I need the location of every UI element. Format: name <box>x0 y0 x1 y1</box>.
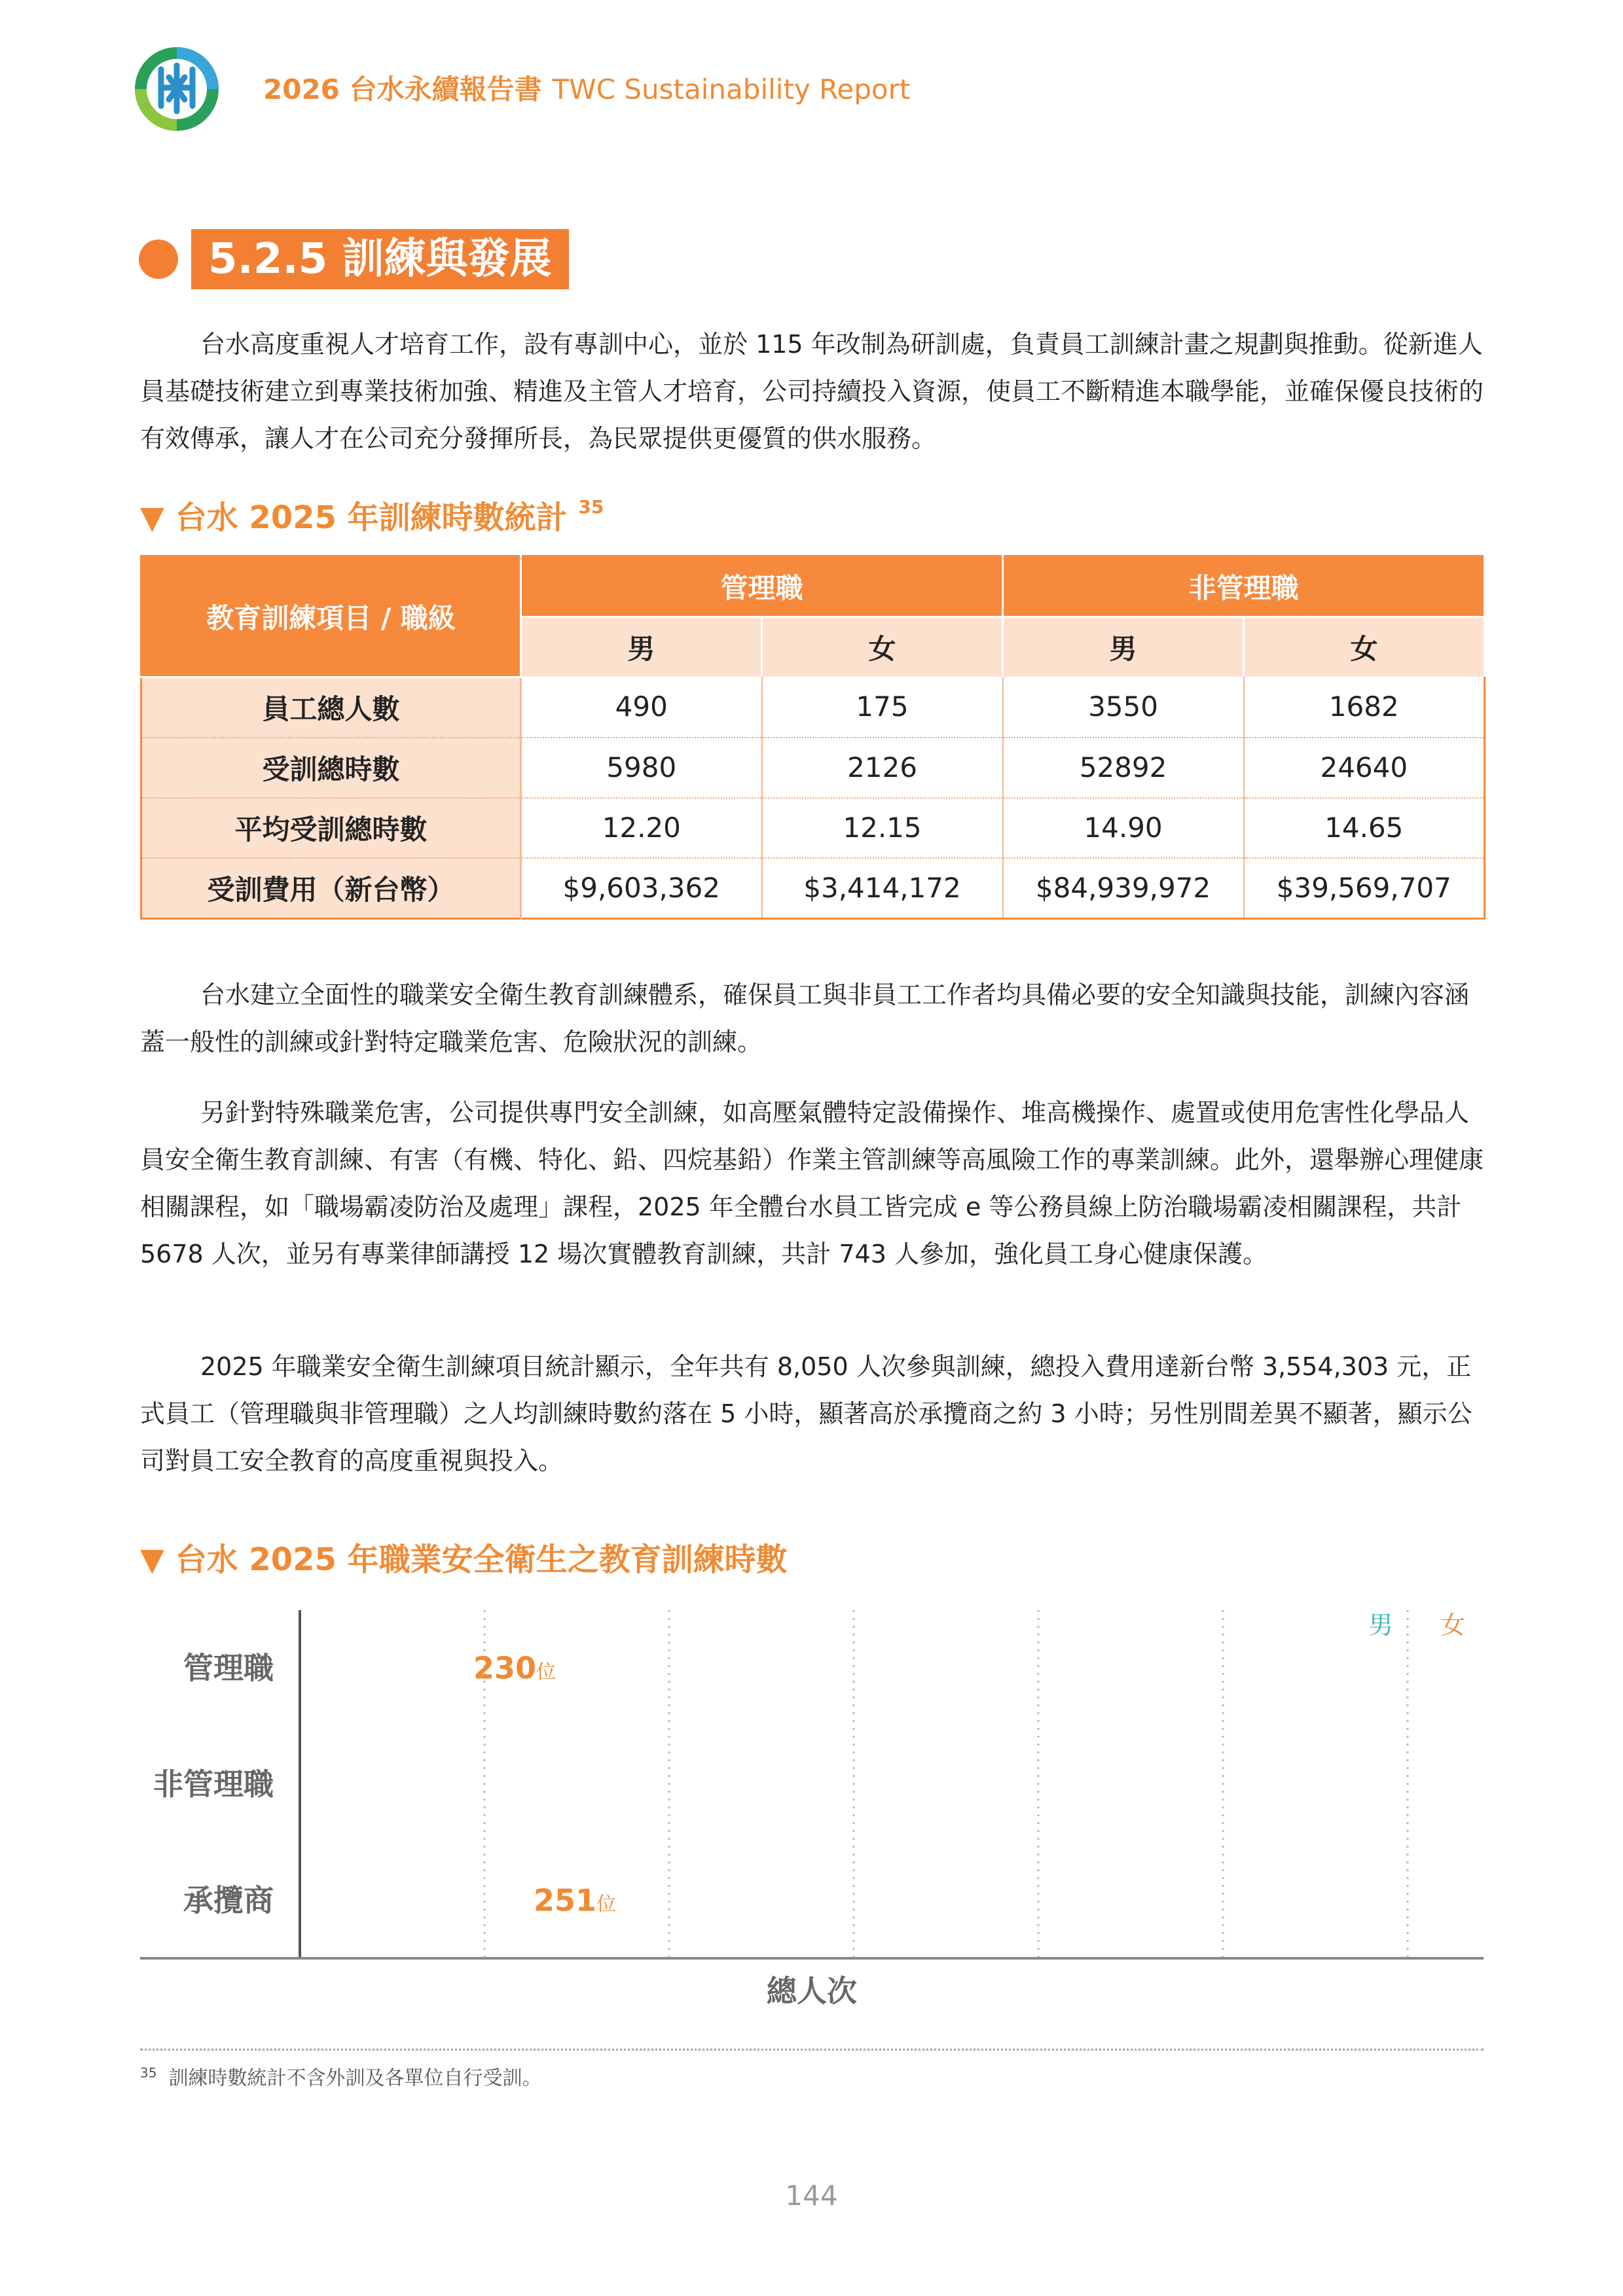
legend-item: 女 <box>1440 1611 1466 1640</box>
table-cell: 1682 <box>1244 677 1485 738</box>
group-header: 管理職 <box>521 556 1003 617</box>
table-cell: 2126 <box>762 738 1003 798</box>
table-cell: 3550 <box>1003 677 1244 738</box>
table-row <box>141 738 1485 798</box>
legend-item: 男 <box>1368 1611 1394 1640</box>
table-cell: 52892 <box>1003 738 1244 798</box>
table-cell: 490 <box>521 677 762 738</box>
chart-gridlines <box>484 1610 1408 1958</box>
table-heading-text: ▼ 台水 2025 年訓練時數統計 <box>140 499 568 536</box>
safety-training-chart <box>140 1597 1484 2009</box>
row-label: 受訓總時數 <box>141 738 521 798</box>
footnote-number: 35 <box>140 2065 157 2081</box>
table-cell: 5980 <box>521 738 762 798</box>
table-cell: 175 <box>762 677 1003 738</box>
footnote <box>140 2062 541 2090</box>
row-label: 員工總人數 <box>141 677 521 738</box>
safety-paragraph-3: 2025 年職業安全衛生訓練項目統計顯示，全年共有 8,050 人次參與訓練，總投入費用達新台幣 3,554,303 元，正式員工（管理職與非管理職）之人均訓練時數約落在 5 小時，顯著高於承攬商之約 3 小時；另性別間差異不顯著，顯示公司對員工安全教育的高度重視與投入。 <box>140 1352 1472 1475</box>
table-cell: 12.20 <box>521 798 762 858</box>
table-cell: 14.65 <box>1244 798 1485 858</box>
data-label: 230位 <box>473 1650 556 1686</box>
training-hours-table <box>140 555 1486 920</box>
row-label: 受訓費用（新台幣） <box>141 858 521 919</box>
footnote-text: 訓練時數統計不含外訓及各單位自行受訓。 <box>168 2067 542 2090</box>
section-bullet-icon <box>139 240 178 279</box>
group-header: 非管理職 <box>1003 556 1485 617</box>
table-cell: 12.15 <box>762 798 1003 858</box>
data-label: 251位 <box>534 1882 617 1918</box>
safety-paragraph-1: 台水建立全面性的職業安全衛生教育訓練體系，確保員工與非員工工作者均具備必要的安全知識與技能，訓練內容涵蓋一般性的訓練或針對特定職業危害、危險狀況的訓練。 <box>140 980 1470 1056</box>
footnote-ref: 35 <box>578 496 604 518</box>
section-title: 5.2.5 訓練與發展 <box>191 229 569 289</box>
gender-header: 男 <box>521 617 762 677</box>
table-cell: 14.90 <box>1003 798 1244 858</box>
report-header <box>263 68 910 107</box>
twc-logo <box>131 43 223 135</box>
gender-header: 男 <box>1003 617 1244 677</box>
footnote-divider <box>140 2049 1484 2051</box>
gender-header: 女 <box>1244 617 1485 677</box>
table-row <box>141 798 1485 858</box>
header-title-zh: 2026 台水永續報告書 <box>263 73 542 105</box>
header-title-en: TWC Sustainability Report <box>552 73 911 105</box>
table-cell: $39,569,707 <box>1244 858 1485 919</box>
table-corner-label: 教育訓練項目 / 職級 <box>141 556 521 677</box>
table-cell: 24640 <box>1244 738 1485 798</box>
table-row <box>141 677 1485 738</box>
row-label: 平均受訓總時數 <box>141 798 521 858</box>
category-label: 非管理職 <box>153 1767 274 1802</box>
x-axis-label: 總人次 <box>767 1973 857 2009</box>
category-label: 承攬商 <box>183 1882 274 1918</box>
gender-header: 女 <box>762 617 1003 677</box>
chart-heading: ▼ 台水 2025 年職業安全衛生之教育訓練時數 <box>140 1541 788 1578</box>
category-label: 管理職 <box>183 1650 274 1686</box>
safety-paragraph-2: 另針對特殊職業危害，公司提供專門安全訓練，如高壓氣體特定設備操作、堆高機操作、處置或使用危害性化學品人員安全衛生教育訓練、有害（有機、特化、鉛、四烷基鉛）作業主管訓練等高風險工作的專業訓練。此外，還舉辦心理健康相關課程，如「職場霸凌防治及處理」課程，2025 年全體台水員工皆完成 e 等公務員線上防治職場霸凌相關課程，共計 5678 人次，並另有專業律師講授 12 場次實體教育訓練，共計 743 人參加，強化員工身心健康保護。 <box>140 1098 1484 1268</box>
page-number: 144 <box>785 2179 838 2212</box>
table-heading <box>140 492 604 537</box>
table-row <box>141 858 1485 919</box>
table-cell: $84,939,972 <box>1003 858 1244 919</box>
table-cell: $3,414,172 <box>762 858 1003 919</box>
table-cell: $9,603,362 <box>521 858 762 919</box>
intro-paragraph: 台水高度重視人才培育工作，設有專訓中心，並於 115 年改制為研訓處，負責員工訓練計畫之規劃與推動。從新進人員基礎技術建立到專業技術加強、精進及主管人才培育，公司持續投入資源，使員工不斷精進本職學能，並確保優良技術的有效傳承，讓人才在公司充分發揮所長，為民眾提供更優質的供水服務。 <box>140 330 1484 453</box>
